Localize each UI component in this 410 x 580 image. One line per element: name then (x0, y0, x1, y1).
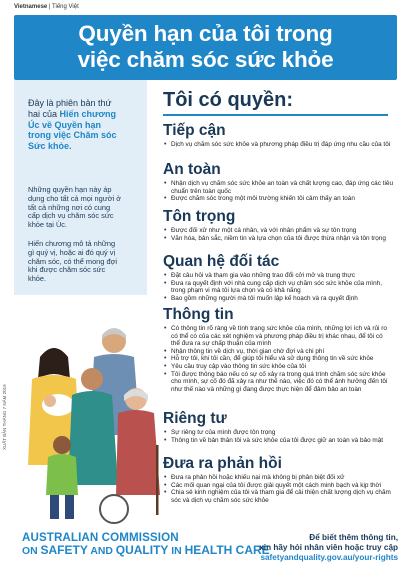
section-feedback (163, 455, 393, 504)
logo-word: HEALTH CARE (184, 543, 270, 557)
baby-head (44, 395, 56, 407)
section-heading: Quan hệ đối tác (163, 253, 280, 270)
wheelchair-wheel (100, 495, 128, 523)
list-item: • Nhận thông tin về dịch vụ, thời gian chờ đợi và chi phí (163, 348, 393, 356)
child-head (53, 436, 71, 454)
language-english: Vietnamese (14, 4, 48, 10)
website-link[interactable]: safetyandquality.gov.au/your-rights (260, 553, 398, 562)
section-heading: An toàn (163, 161, 221, 178)
list-item: • Được đối xử như một cá nhân, và với nhân phẩm và sự tôn trọng (163, 227, 393, 235)
intro-paragraph-3: Hiến chương mô tả những gì quý vị, hoặc ai đó quý vị chăm sóc, có thể mong đợi khi được chăm sóc sức khỏe. (28, 239, 118, 284)
logo-word: AND (87, 546, 116, 557)
list-item: • Đưa ra quyết định với nhà cung cấp dịch vụ chăm sóc sức khỏe của mình, trong phạm vi mà tôi lựa chọn và có khả năng (163, 280, 393, 295)
list-item: • Đưa ra phản hồi hoặc khiếu nại mà không bị phân biệt đối xử (163, 474, 393, 482)
list-item: • Có thông tin rõ ràng về tình trạng sức khỏe của mình, những lợi ích và rủi ro có thể có của các xét nghiệm và phương pháp điều trị khác nhau, để tôi có thể đưa ra sự chấp thuận của mình (163, 325, 393, 348)
title-line-2: việc chăm sóc sức khỏe (77, 47, 334, 72)
walking-cane (156, 445, 159, 515)
intro-paragraph-2: Những quyền hạn này áp dụng cho tất cả mọi người ở tất cả những nơi có cung cấp dịch vụ chăm sóc sức khỏe tại Úc. (28, 185, 122, 230)
intro-lead (28, 98, 123, 152)
section-heading: Thông tin (163, 306, 234, 323)
logo-word: ON (22, 546, 41, 557)
list-item: • Nhận dịch vụ chăm sóc sức khỏe an toàn và chất lượng cao, đáp ứng các tiêu chuẩn trên toàn quốc (163, 180, 393, 195)
list-item: • Tôi được thông báo nếu có sự cố xảy ra trong quá trình chăm sóc sức khỏe cho mình, sự cố đó đã xảy ra như thế nào, việc đó có thể ảnh hưởng đến tôi như thế nào và những gì đang được thực hiện để đảm bảo an toàn (163, 371, 393, 394)
list-item: • Các mối quan ngại của tôi được giải quyết một cách minh bạch và kịp thời (163, 482, 393, 490)
child-body (46, 454, 78, 495)
list-item: • Được chăm sóc trong một môi trường khiến tôi cảm thấy an toàn (163, 195, 393, 203)
logo-line-1: AUSTRALIAN COMMISSION (22, 531, 179, 544)
section-privacy (163, 410, 393, 444)
list-item: • Bao gồm những người mà tôi muốn lập kế hoạch và ra quyết định (163, 295, 393, 303)
section-information (163, 306, 393, 393)
page-title (14, 21, 397, 73)
list-item: • Dịch vụ chăm sóc sức khỏe và phương pháp điều trị đáp ứng nhu cầu của tôi (163, 141, 393, 149)
language-vietnamese: Tiếng Việt (52, 4, 79, 10)
more-info-line-2: xin hãy hỏi nhân viên hoặc truy cập (259, 543, 398, 552)
section-heading: Riêng tư (163, 410, 227, 427)
more-info-line-1: Để biết thêm thông tin, (309, 533, 398, 542)
heading-divider (163, 114, 388, 116)
more-info (218, 533, 398, 563)
person-hair (38, 348, 70, 379)
section-safety (163, 161, 393, 203)
rights-heading: Tôi có quyền: (163, 89, 293, 111)
person-body (116, 410, 160, 495)
publication-date: XUẤT BẢN THÁNG 7 NĂM 2019 (2, 384, 7, 450)
language-label (14, 4, 79, 10)
family-illustration (14, 295, 164, 525)
intro-lead-text: Đây là phiên bản thứ hai của (28, 98, 112, 119)
list-item: • Đặt câu hỏi và tham gia vào những trao đổi cởi mở và trung thực (163, 272, 393, 280)
language-separator: | (48, 4, 51, 10)
charter-name: Hiến chương Úc về Quyền hạn trong việc Chăm sóc Sức khỏe. (28, 108, 117, 152)
section-partnership (163, 253, 393, 302)
list-item: • Hỗ trợ tôi, khi tôi cần, để giúp tôi hiểu và sử dụng thông tin về sức khỏe (163, 355, 393, 363)
intro-sidebar (14, 80, 147, 295)
title-banner (14, 15, 397, 80)
list-item: • Thông tin về bản thân tôi và sức khỏe của tôi được giữ an toàn và bảo mật (163, 437, 393, 445)
list-item: • Sự riêng tư của mình được tôn trọng (163, 429, 393, 437)
section-heading: Tiếp cận (163, 122, 226, 139)
list-item: • Văn hóa, bản sắc, niềm tin và lựa chọn của tôi được thừa nhận và tôn trọng (163, 235, 393, 243)
section-heading: Đưa ra phản hồi (163, 455, 282, 472)
section-heading: Tôn trọng (163, 208, 236, 225)
person-head (81, 368, 103, 390)
logo-word: SAFETY (40, 543, 88, 557)
logo-word: QUALITY (115, 543, 169, 557)
title-line-1: Quyền hạn của tôi trong (78, 21, 333, 46)
section-respect (163, 208, 393, 242)
child-leg (65, 495, 74, 519)
list-item: • Yêu cầu truy cập vào thông tin sức khỏe của tôi (163, 363, 393, 371)
child-leg (50, 495, 59, 519)
section-access (163, 122, 393, 149)
logo-word: IN (168, 546, 185, 557)
list-item: • Chia sẻ kinh nghiệm của tôi và tham gia để cải thiện chất lượng dịch vụ chăm sóc và dịch vụ chăm sóc sức khỏe (163, 489, 393, 504)
